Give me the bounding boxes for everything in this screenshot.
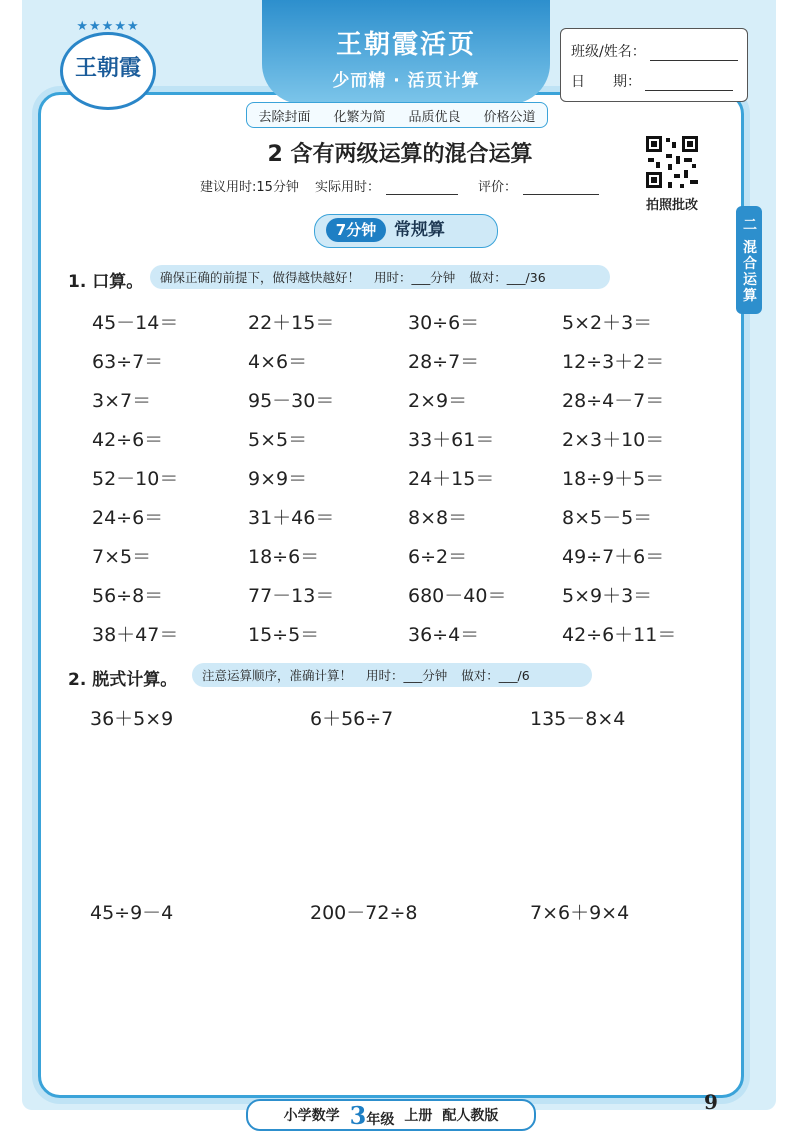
q1-heading: 1. 口算。 bbox=[68, 272, 144, 292]
oral-problem: 7×5＝ bbox=[92, 546, 152, 568]
evaluation-field[interactable] bbox=[523, 182, 599, 195]
q1-hint-bar bbox=[150, 265, 610, 289]
oral-problem: 77－13＝ bbox=[248, 585, 335, 607]
q1-score-label: 做对：___/36 bbox=[469, 270, 546, 285]
oral-problem: 49÷7＋6＝ bbox=[562, 546, 665, 568]
oral-problem: 22＋15＝ bbox=[248, 312, 335, 334]
oral-problem: 4×6＝ bbox=[248, 351, 308, 373]
oral-problem: 52－10＝ bbox=[92, 468, 179, 490]
q2-time-label: 用时：___分钟 bbox=[366, 668, 448, 683]
date-field[interactable] bbox=[645, 76, 733, 91]
stepwise-problem: 36＋5×9 bbox=[90, 708, 174, 730]
stepwise-problem: 200－72÷8 bbox=[310, 902, 418, 924]
student-info-box bbox=[560, 28, 748, 102]
section-time-badge: 7分钟 bbox=[326, 218, 386, 242]
oral-problem: 8×8＝ bbox=[408, 507, 468, 529]
brand-subtitle: 少而精 · 活页计算 bbox=[332, 71, 480, 91]
q2-score-label: 做对：___/6 bbox=[461, 668, 530, 683]
footer-pill bbox=[246, 1099, 536, 1131]
stepwise-problem: 6＋56÷7 bbox=[310, 708, 394, 730]
footer-edition: 配人教版 bbox=[442, 1108, 499, 1124]
qr-code-icon[interactable] bbox=[644, 134, 700, 190]
slogan-item: 价格公道 bbox=[483, 109, 536, 125]
q1-time-label: 用时：___分钟 bbox=[374, 270, 456, 285]
slogan-item: 品质优良 bbox=[408, 109, 461, 125]
class-name-row bbox=[571, 41, 738, 61]
footer-grade-number: 3 bbox=[349, 1100, 367, 1130]
oral-problem: 6÷2＝ bbox=[408, 546, 468, 568]
suggested-time: 建议用时:15分钟 bbox=[200, 180, 299, 195]
oral-problem: 36÷4＝ bbox=[408, 624, 480, 646]
oral-problem: 28÷4－7＝ bbox=[562, 390, 665, 412]
oral-problem: 38＋47＝ bbox=[92, 624, 179, 646]
oral-problem: 5×2＋3＝ bbox=[562, 312, 653, 334]
brand-title: 王朝霞活页 bbox=[335, 30, 476, 60]
footer-subject: 小学数学 bbox=[283, 1108, 340, 1124]
oral-problem: 63÷7＝ bbox=[92, 351, 164, 373]
q1-hint: 确保正确的前提下，做得越快越好！ bbox=[160, 270, 361, 285]
page-number: 9 bbox=[704, 1090, 718, 1114]
slogan-item: 化繁为简 bbox=[333, 109, 386, 125]
oral-problem: 31＋46＝ bbox=[248, 507, 335, 529]
oral-problem: 18÷9＋5＝ bbox=[562, 468, 665, 490]
q2-hint-bar bbox=[192, 663, 592, 687]
oral-problem: 56÷8＝ bbox=[92, 585, 164, 607]
oral-problem: 24＋15＝ bbox=[408, 468, 495, 490]
oral-problem: 5×9＋3＝ bbox=[562, 585, 653, 607]
section-label: 常规算 bbox=[394, 220, 445, 240]
slogan-bar bbox=[246, 102, 548, 128]
stepwise-problem: 7×6＋9×4 bbox=[530, 902, 630, 924]
oral-problem: 33＋61＝ bbox=[408, 429, 495, 451]
oral-problem: 3×7＝ bbox=[92, 390, 152, 412]
time-row bbox=[200, 176, 599, 195]
oral-problem: 5×5＝ bbox=[248, 429, 308, 451]
oral-problem: 2×9＝ bbox=[408, 390, 468, 412]
logo-text: 王朝霞 bbox=[74, 55, 141, 81]
oral-problem: 95－30＝ bbox=[248, 390, 335, 412]
actual-time-label: 实际用时： bbox=[314, 180, 380, 195]
footer-grade-word: 年级 bbox=[366, 1111, 395, 1128]
q2-heading: 2. 脱式计算。 bbox=[68, 670, 178, 690]
oral-problem: 9×9＝ bbox=[248, 468, 308, 490]
stepwise-problem: 135－8×4 bbox=[530, 708, 626, 730]
date-row bbox=[571, 71, 733, 91]
oral-problem: 42÷6＝ bbox=[92, 429, 164, 451]
oral-problem: 30÷6＝ bbox=[408, 312, 480, 334]
class-name-field[interactable] bbox=[650, 46, 738, 61]
chapter-side-tab: 二 混合运算 bbox=[736, 206, 762, 314]
evaluation-label: 评价： bbox=[477, 180, 517, 195]
brand-logo bbox=[60, 19, 156, 110]
oral-problem: 45－14＝ bbox=[92, 312, 179, 334]
stepwise-problem: 45÷9－4 bbox=[90, 902, 174, 924]
oral-problem: 15÷5＝ bbox=[248, 624, 320, 646]
oral-problem: 28÷7＝ bbox=[408, 351, 480, 373]
footer-volume: 上册 bbox=[404, 1108, 433, 1124]
lesson-title: 2 含有两级运算的混合运算 bbox=[267, 142, 533, 167]
star-icon: ★★★★★ bbox=[76, 19, 140, 34]
oral-problem: 8×5－5＝ bbox=[562, 507, 653, 529]
date-label: 日 期： bbox=[571, 74, 641, 90]
qr-label: 拍照批改 bbox=[645, 198, 698, 213]
oral-problem: 18÷6＝ bbox=[248, 546, 320, 568]
oral-problem: 2×3＋10＝ bbox=[562, 429, 665, 451]
oral-problem: 24÷6＝ bbox=[92, 507, 164, 529]
oral-problem: 12÷3＋2＝ bbox=[562, 351, 665, 373]
q2-hint: 注意运算顺序，准确计算！ bbox=[202, 668, 353, 683]
actual-time-field[interactable] bbox=[386, 182, 458, 195]
oral-problem: 680－40＝ bbox=[408, 585, 507, 607]
oral-problem: 42÷6＋11＝ bbox=[562, 624, 677, 646]
class-name-label: 班级/姓名： bbox=[571, 44, 646, 60]
slogan-item: 去除封面 bbox=[258, 109, 311, 125]
